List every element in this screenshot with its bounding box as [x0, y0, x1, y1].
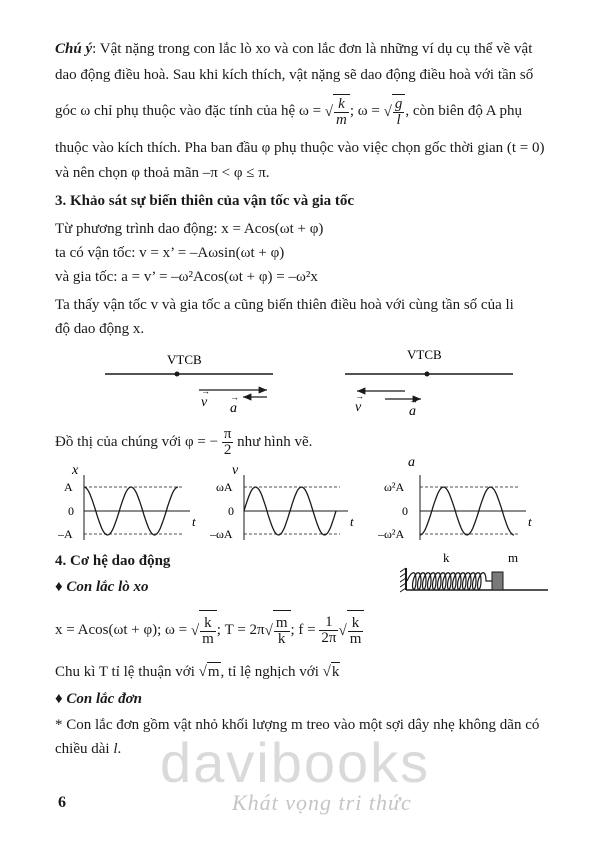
- period-a: Chu kì T tỉ lệ thuận với: [55, 664, 195, 680]
- note-label: Chú ý: [55, 41, 93, 57]
- omega-k: k: [200, 616, 216, 632]
- graph-v-bottom: –ωA: [210, 527, 233, 541]
- graph-v: [210, 462, 365, 550]
- f-2pi: 2π: [321, 630, 337, 647]
- formula-f-sqrt: √ $\frac{k}{m}$: [338, 610, 364, 651]
- sqrt-k-over-m: √ $\frac{k}{m}$: [325, 94, 350, 129]
- pendulum-end: .: [117, 741, 122, 757]
- graph-a-top: ω²A: [384, 480, 405, 494]
- simple-pendulum-label: ♦ Con lắc đơn: [55, 691, 142, 707]
- graph-v-t: t: [350, 514, 354, 529]
- v-label-left: v: [201, 395, 208, 410]
- formula-f: ; f =: [290, 622, 316, 638]
- graph-x-zero: 0: [68, 504, 74, 518]
- period-m: m: [207, 664, 220, 680]
- T-m: m: [275, 615, 288, 632]
- spring-m-label: m: [508, 550, 519, 565]
- spring-pendulum-label: ♦ Con lắc lò xo: [55, 579, 149, 595]
- period-k: k: [331, 664, 340, 680]
- v-arrow-glyph-right: →: [355, 391, 364, 401]
- section3-line-5: độ dao động x.: [55, 321, 145, 337]
- pendulum-text: chiều dài: [55, 741, 110, 757]
- note-text-3a: góc ω chỉ phụ thuộc vào đặc tính của hệ ω =: [55, 103, 322, 119]
- graph-intro-b: như hình vẽ.: [237, 434, 313, 450]
- a-arrow-glyph-left: →: [230, 392, 239, 402]
- formula-f-frac: [319, 615, 338, 646]
- formula-x: x = Acos(ωt + φ); ω =: [55, 622, 188, 638]
- graph-x-t: t: [192, 514, 196, 529]
- period-b: , tỉ lệ nghịch với: [220, 664, 319, 680]
- v-arrow-glyph-left: →: [201, 386, 210, 396]
- pendulum-line-2: [55, 740, 121, 758]
- a-label-left: a: [230, 401, 237, 416]
- spring-mass: [492, 572, 503, 590]
- section3-heading: 3. Khảo sát sự biến thiên của vận tốc và gia tốc: [55, 193, 355, 209]
- watermark-slogan: Khát vọng tri thức: [232, 790, 412, 815]
- vtcb-diagram-right: [345, 345, 515, 420]
- period-sqrt-k: √k: [322, 664, 340, 680]
- spring-k-label: k: [443, 550, 450, 565]
- phi-two: 2: [223, 442, 232, 459]
- frac-g: g: [394, 96, 403, 113]
- section4-heading: 4. Cơ hệ dao động: [55, 553, 171, 569]
- f-one: 1: [319, 615, 338, 631]
- note-line-5: và nên chọn φ thoả mãn –π < φ ≤ π.: [55, 165, 270, 181]
- sqrt-g-over-l: √ $\frac{g}{l}$: [384, 94, 406, 129]
- graph-x-bottom: –A: [58, 527, 73, 541]
- spring-formulas: [55, 610, 364, 651]
- graph-intro: [55, 424, 312, 460]
- note-text-3c: , còn biên độ A phụ: [405, 103, 523, 119]
- note-line-2: dao động điều hoà. Sau khi kích thích, vật nặng sẽ dao động điều hoà với tần số: [55, 67, 534, 83]
- graph-a-axis: a: [408, 455, 415, 470]
- graph-a-t: t: [528, 514, 532, 529]
- note-text-3b: ; ω =: [349, 103, 380, 119]
- graph-a-zero: 0: [402, 504, 408, 518]
- section3-line-2: ta có vận tốc: v = x’ = –Aωsin(ωt + φ): [55, 245, 285, 261]
- f-m: m: [349, 631, 362, 648]
- graph-x-axis: x: [72, 463, 79, 478]
- vtcb-diagram-left: [105, 350, 280, 420]
- note-line-1: [55, 40, 532, 58]
- v-label-right: v: [355, 400, 362, 415]
- frac-l: l: [396, 112, 401, 129]
- formula-T: ; T = 2π: [216, 622, 265, 638]
- note-line-3: [55, 94, 522, 129]
- graph-v-axis: v: [232, 463, 239, 478]
- page-number: 6: [58, 794, 66, 811]
- pendulum-line-1: * Con lắc đơn gồm vật nhỏ khối lượng m treo vào một sợi dây nhẹ không dãn có: [55, 717, 540, 733]
- vtcb-label-left: VTCB: [167, 352, 202, 367]
- section3-line-3: và gia tốc: a = v’ = –ω²Acos(ωt + φ) = –ω²x: [55, 269, 318, 285]
- spring-coil: [407, 573, 492, 590]
- T-k: k: [277, 631, 286, 648]
- phi-fraction: [222, 427, 234, 458]
- graph-intro-a: Đồ thị của chúng với φ = −: [55, 434, 219, 450]
- f-k: k: [348, 616, 364, 632]
- a-label-right: a: [409, 404, 416, 419]
- graph-a: [378, 452, 543, 550]
- vtcb-label-right: VTCB: [407, 347, 442, 362]
- formula-omega-sqrt: √ $\frac{k}{m}$: [191, 610, 217, 651]
- graph-x: [58, 462, 208, 550]
- watermark-brand: davibooks: [160, 731, 431, 794]
- graph-a-bottom: –ω²A: [378, 527, 405, 541]
- omega-m: m: [202, 631, 214, 648]
- note-text-1: : Vật nặng trong con lắc lò xo và con lắc đơn là những ví dụ cụ thể về vật: [92, 41, 533, 57]
- section3-line-1: Từ phương trình dao động: x = Acos(ωt + φ): [55, 221, 324, 237]
- period-line: [55, 662, 340, 681]
- equilibrium-dot-right: [425, 372, 430, 377]
- frac-m: m: [336, 112, 347, 129]
- formula-T-sqrt: √ $\frac{m}{k}$: [265, 610, 291, 651]
- phi-pi: π: [223, 426, 232, 443]
- frac-k: k: [334, 97, 349, 113]
- a-arrow-glyph-right: →: [409, 395, 418, 405]
- graph-v-zero: 0: [228, 504, 234, 518]
- section3-line-4: Ta thấy vận tốc v và gia tốc a cũng biến thiên điều hoà với cùng tần số của li: [55, 297, 514, 313]
- pendulum-l: l: [113, 741, 118, 757]
- spring-diagram: [400, 548, 550, 596]
- period-sqrt-m: √m: [198, 664, 220, 680]
- graph-x-top: A: [64, 480, 73, 494]
- note-line-4: thuộc vào kích thích. Pha ban đầu φ phụ thuộc vào việc chọn gốc thời gian (t = 0): [55, 140, 545, 156]
- graph-v-top: ωA: [216, 480, 233, 494]
- equilibrium-dot-left: [175, 372, 180, 377]
